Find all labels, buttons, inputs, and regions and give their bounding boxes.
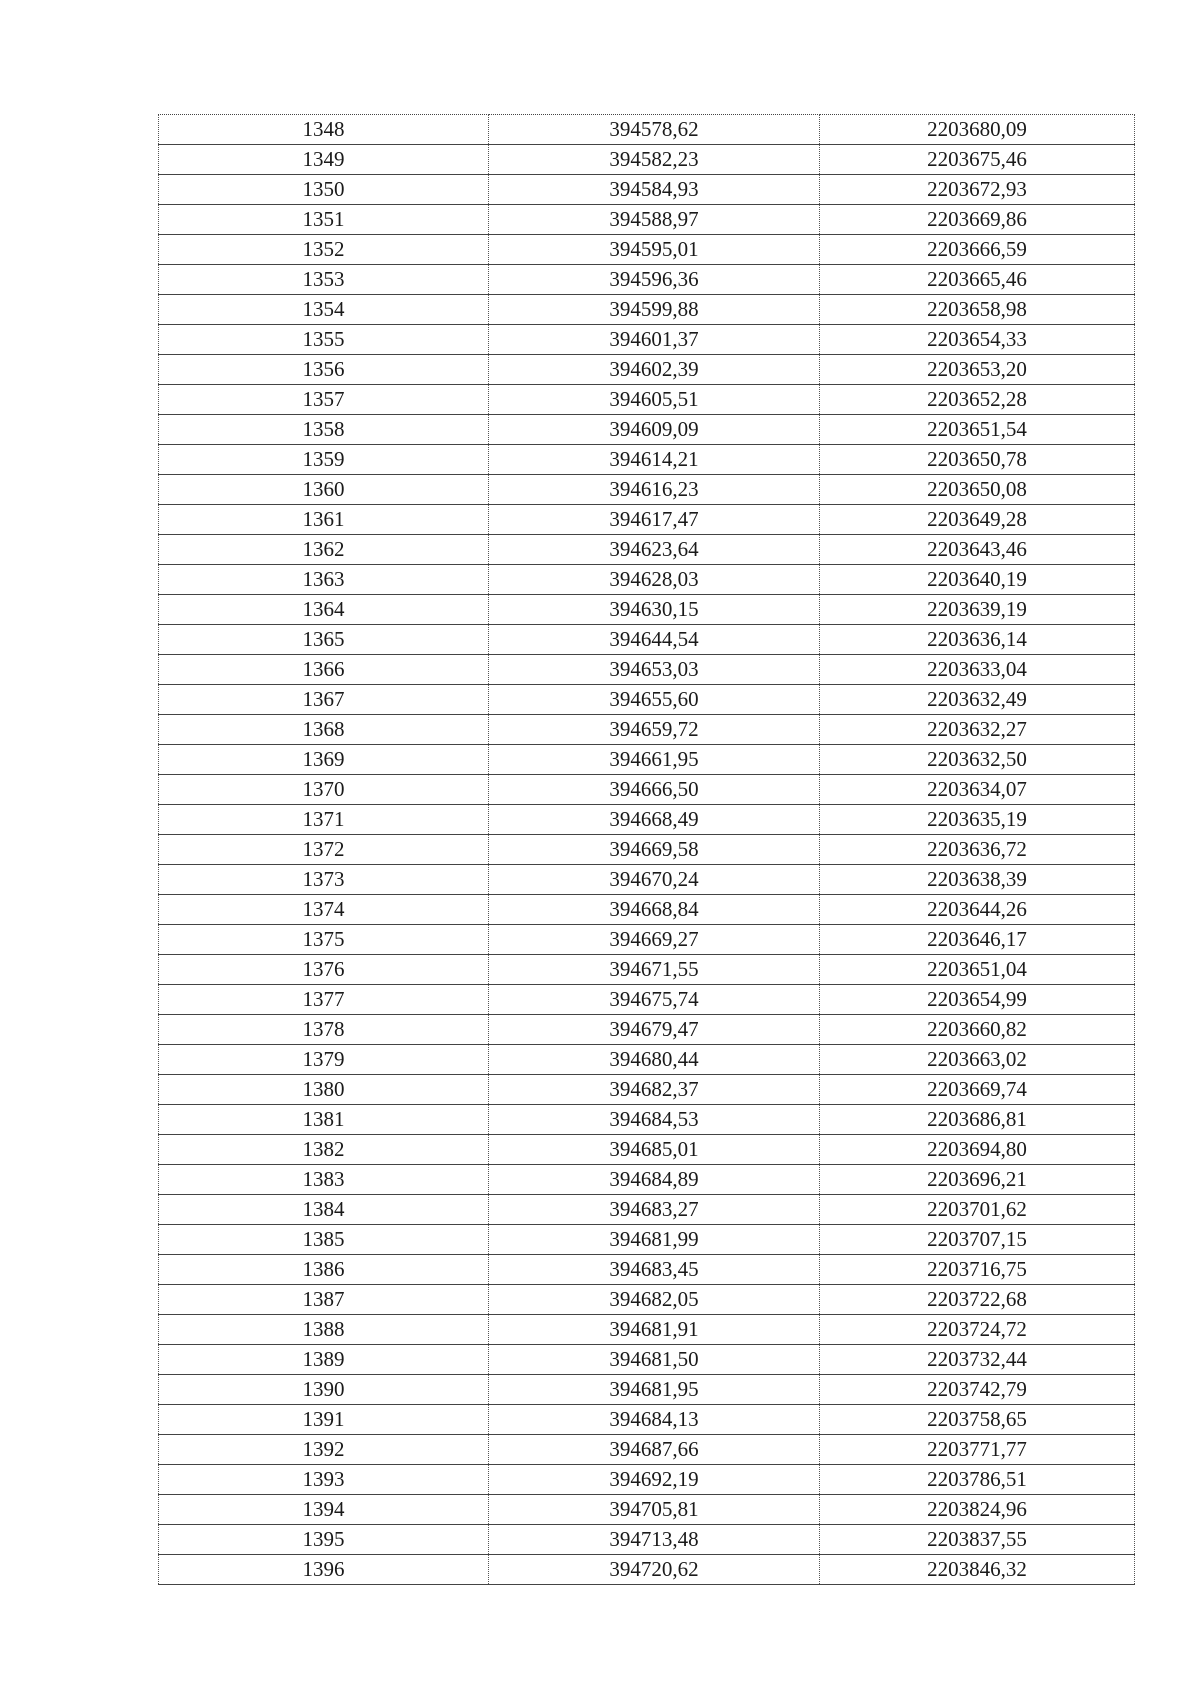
table-row <box>159 1495 1135 1525</box>
table-row <box>159 715 1135 745</box>
point-number-cell: 1350 <box>159 175 489 205</box>
table-row <box>159 865 1135 895</box>
x-coordinate-cell: 394596,36 <box>489 265 820 295</box>
table-row <box>159 145 1135 175</box>
y-coordinate-cell: 2203824,96 <box>820 1495 1135 1525</box>
x-coordinate-cell: 394670,24 <box>489 865 820 895</box>
table-row <box>159 175 1135 205</box>
point-number-cell: 1361 <box>159 505 489 535</box>
x-coordinate-cell: 394614,21 <box>489 445 820 475</box>
table-row <box>159 1285 1135 1315</box>
x-coordinate-cell: 394644,54 <box>489 625 820 655</box>
y-coordinate-cell: 2203646,17 <box>820 925 1135 955</box>
point-number-cell: 1380 <box>159 1075 489 1105</box>
x-coordinate-cell: 394588,97 <box>489 205 820 235</box>
point-number-cell: 1378 <box>159 1015 489 1045</box>
y-coordinate-cell: 2203724,72 <box>820 1315 1135 1345</box>
table-row <box>159 1165 1135 1195</box>
y-coordinate-cell: 2203651,04 <box>820 955 1135 985</box>
x-coordinate-cell: 394685,01 <box>489 1135 820 1165</box>
y-coordinate-cell: 2203658,98 <box>820 295 1135 325</box>
x-coordinate-cell: 394609,09 <box>489 415 820 445</box>
x-coordinate-cell: 394684,89 <box>489 1165 820 1195</box>
table-row <box>159 265 1135 295</box>
table-row <box>159 475 1135 505</box>
table-row <box>159 985 1135 1015</box>
table-row <box>159 1435 1135 1465</box>
y-coordinate-cell: 2203742,79 <box>820 1375 1135 1405</box>
point-number-cell: 1393 <box>159 1465 489 1495</box>
point-number-cell: 1384 <box>159 1195 489 1225</box>
table-row <box>159 1135 1135 1165</box>
y-coordinate-cell: 2203651,54 <box>820 415 1135 445</box>
table-row <box>159 355 1135 385</box>
table-row <box>159 1195 1135 1225</box>
point-number-cell: 1389 <box>159 1345 489 1375</box>
point-number-cell: 1359 <box>159 445 489 475</box>
y-coordinate-cell: 2203643,46 <box>820 535 1135 565</box>
table-row <box>159 1375 1135 1405</box>
point-number-cell: 1348 <box>159 115 489 145</box>
y-coordinate-cell: 2203632,27 <box>820 715 1135 745</box>
x-coordinate-cell: 394687,66 <box>489 1435 820 1465</box>
x-coordinate-cell: 394584,93 <box>489 175 820 205</box>
y-coordinate-cell: 2203694,80 <box>820 1135 1135 1165</box>
point-number-cell: 1372 <box>159 835 489 865</box>
point-number-cell: 1395 <box>159 1525 489 1555</box>
table-row <box>159 115 1135 145</box>
table-row <box>159 1045 1135 1075</box>
y-coordinate-cell: 2203732,44 <box>820 1345 1135 1375</box>
point-number-cell: 1388 <box>159 1315 489 1345</box>
x-coordinate-cell: 394669,58 <box>489 835 820 865</box>
point-number-cell: 1355 <box>159 325 489 355</box>
table-row <box>159 1555 1135 1585</box>
y-coordinate-cell: 2203771,77 <box>820 1435 1135 1465</box>
x-coordinate-cell: 394720,62 <box>489 1555 820 1585</box>
point-number-cell: 1387 <box>159 1285 489 1315</box>
point-number-cell: 1390 <box>159 1375 489 1405</box>
coordinates-table <box>158 114 1135 1585</box>
y-coordinate-cell: 2203758,65 <box>820 1405 1135 1435</box>
y-coordinate-cell: 2203635,19 <box>820 805 1135 835</box>
x-coordinate-cell: 394668,49 <box>489 805 820 835</box>
x-coordinate-cell: 394692,19 <box>489 1465 820 1495</box>
x-coordinate-cell: 394653,03 <box>489 655 820 685</box>
table-row <box>159 535 1135 565</box>
point-number-cell: 1370 <box>159 775 489 805</box>
x-coordinate-cell: 394628,03 <box>489 565 820 595</box>
point-number-cell: 1353 <box>159 265 489 295</box>
table-row <box>159 1105 1135 1135</box>
y-coordinate-cell: 2203696,21 <box>820 1165 1135 1195</box>
x-coordinate-cell: 394675,74 <box>489 985 820 1015</box>
y-coordinate-cell: 2203652,28 <box>820 385 1135 415</box>
point-number-cell: 1356 <box>159 355 489 385</box>
x-coordinate-cell: 394602,39 <box>489 355 820 385</box>
y-coordinate-cell: 2203653,20 <box>820 355 1135 385</box>
x-coordinate-cell: 394669,27 <box>489 925 820 955</box>
y-coordinate-cell: 2203663,02 <box>820 1045 1135 1075</box>
y-coordinate-cell: 2203722,68 <box>820 1285 1135 1315</box>
y-coordinate-cell: 2203846,32 <box>820 1555 1135 1585</box>
x-coordinate-cell: 394681,50 <box>489 1345 820 1375</box>
table-row <box>159 625 1135 655</box>
x-coordinate-cell: 394671,55 <box>489 955 820 985</box>
x-coordinate-cell: 394595,01 <box>489 235 820 265</box>
x-coordinate-cell: 394578,62 <box>489 115 820 145</box>
point-number-cell: 1362 <box>159 535 489 565</box>
x-coordinate-cell: 394582,23 <box>489 145 820 175</box>
point-number-cell: 1386 <box>159 1255 489 1285</box>
point-number-cell: 1374 <box>159 895 489 925</box>
x-coordinate-cell: 394713,48 <box>489 1525 820 1555</box>
x-coordinate-cell: 394599,88 <box>489 295 820 325</box>
y-coordinate-cell: 2203638,39 <box>820 865 1135 895</box>
table-row <box>159 775 1135 805</box>
table-row <box>159 1315 1135 1345</box>
point-number-cell: 1392 <box>159 1435 489 1465</box>
x-coordinate-cell: 394681,99 <box>489 1225 820 1255</box>
y-coordinate-cell: 2203669,86 <box>820 205 1135 235</box>
y-coordinate-cell: 2203686,81 <box>820 1105 1135 1135</box>
x-coordinate-cell: 394623,64 <box>489 535 820 565</box>
table-row <box>159 1075 1135 1105</box>
x-coordinate-cell: 394668,84 <box>489 895 820 925</box>
y-coordinate-cell: 2203672,93 <box>820 175 1135 205</box>
table-row <box>159 595 1135 625</box>
point-number-cell: 1354 <box>159 295 489 325</box>
x-coordinate-cell: 394601,37 <box>489 325 820 355</box>
y-coordinate-cell: 2203639,19 <box>820 595 1135 625</box>
table-row <box>159 1405 1135 1435</box>
x-coordinate-cell: 394682,37 <box>489 1075 820 1105</box>
point-number-cell: 1373 <box>159 865 489 895</box>
table-row <box>159 1525 1135 1555</box>
y-coordinate-cell: 2203837,55 <box>820 1525 1135 1555</box>
table-row <box>159 1255 1135 1285</box>
y-coordinate-cell: 2203633,04 <box>820 655 1135 685</box>
x-coordinate-cell: 394680,44 <box>489 1045 820 1075</box>
y-coordinate-cell: 2203707,15 <box>820 1225 1135 1255</box>
table-row <box>159 235 1135 265</box>
point-number-cell: 1371 <box>159 805 489 835</box>
point-number-cell: 1349 <box>159 145 489 175</box>
table-row <box>159 655 1135 685</box>
point-number-cell: 1363 <box>159 565 489 595</box>
table-row <box>159 685 1135 715</box>
y-coordinate-cell: 2203632,49 <box>820 685 1135 715</box>
point-number-cell: 1385 <box>159 1225 489 1255</box>
point-number-cell: 1358 <box>159 415 489 445</box>
point-number-cell: 1352 <box>159 235 489 265</box>
y-coordinate-cell: 2203632,50 <box>820 745 1135 775</box>
y-coordinate-cell: 2203701,62 <box>820 1195 1135 1225</box>
point-number-cell: 1360 <box>159 475 489 505</box>
y-coordinate-cell: 2203669,74 <box>820 1075 1135 1105</box>
x-coordinate-cell: 394617,47 <box>489 505 820 535</box>
x-coordinate-cell: 394616,23 <box>489 475 820 505</box>
y-coordinate-cell: 2203716,75 <box>820 1255 1135 1285</box>
table-row <box>159 1465 1135 1495</box>
point-number-cell: 1379 <box>159 1045 489 1075</box>
y-coordinate-cell: 2203680,09 <box>820 115 1135 145</box>
point-number-cell: 1396 <box>159 1555 489 1585</box>
x-coordinate-cell: 394684,53 <box>489 1105 820 1135</box>
point-number-cell: 1375 <box>159 925 489 955</box>
table-row <box>159 1345 1135 1375</box>
y-coordinate-cell: 2203634,07 <box>820 775 1135 805</box>
point-number-cell: 1364 <box>159 595 489 625</box>
point-number-cell: 1351 <box>159 205 489 235</box>
y-coordinate-cell: 2203786,51 <box>820 1465 1135 1495</box>
x-coordinate-cell: 394661,95 <box>489 745 820 775</box>
y-coordinate-cell: 2203654,99 <box>820 985 1135 1015</box>
x-coordinate-cell: 394630,15 <box>489 595 820 625</box>
y-coordinate-cell: 2203636,14 <box>820 625 1135 655</box>
table-row <box>159 925 1135 955</box>
table-row <box>159 505 1135 535</box>
table-row <box>159 565 1135 595</box>
table-row <box>159 805 1135 835</box>
x-coordinate-cell: 394684,13 <box>489 1405 820 1435</box>
y-coordinate-cell: 2203636,72 <box>820 835 1135 865</box>
point-number-cell: 1368 <box>159 715 489 745</box>
table-row <box>159 955 1135 985</box>
x-coordinate-cell: 394683,27 <box>489 1195 820 1225</box>
coordinates-table-body <box>159 115 1135 1585</box>
point-number-cell: 1377 <box>159 985 489 1015</box>
y-coordinate-cell: 2203650,78 <box>820 445 1135 475</box>
x-coordinate-cell: 394682,05 <box>489 1285 820 1315</box>
x-coordinate-cell: 394681,91 <box>489 1315 820 1345</box>
y-coordinate-cell: 2203649,28 <box>820 505 1135 535</box>
x-coordinate-cell: 394605,51 <box>489 385 820 415</box>
table-row <box>159 1015 1135 1045</box>
table-row <box>159 835 1135 865</box>
point-number-cell: 1381 <box>159 1105 489 1135</box>
y-coordinate-cell: 2203644,26 <box>820 895 1135 925</box>
x-coordinate-cell: 394681,95 <box>489 1375 820 1405</box>
table-row <box>159 445 1135 475</box>
point-number-cell: 1369 <box>159 745 489 775</box>
y-coordinate-cell: 2203640,19 <box>820 565 1135 595</box>
table-row <box>159 415 1135 445</box>
y-coordinate-cell: 2203654,33 <box>820 325 1135 355</box>
table-row <box>159 325 1135 355</box>
y-coordinate-cell: 2203660,82 <box>820 1015 1135 1045</box>
x-coordinate-cell: 394659,72 <box>489 715 820 745</box>
y-coordinate-cell: 2203650,08 <box>820 475 1135 505</box>
y-coordinate-cell: 2203665,46 <box>820 265 1135 295</box>
point-number-cell: 1367 <box>159 685 489 715</box>
x-coordinate-cell: 394666,50 <box>489 775 820 805</box>
point-number-cell: 1383 <box>159 1165 489 1195</box>
y-coordinate-cell: 2203675,46 <box>820 145 1135 175</box>
y-coordinate-cell: 2203666,59 <box>820 235 1135 265</box>
point-number-cell: 1357 <box>159 385 489 415</box>
table-row <box>159 295 1135 325</box>
point-number-cell: 1394 <box>159 1495 489 1525</box>
point-number-cell: 1376 <box>159 955 489 985</box>
point-number-cell: 1365 <box>159 625 489 655</box>
table-row <box>159 745 1135 775</box>
x-coordinate-cell: 394655,60 <box>489 685 820 715</box>
table-row <box>159 385 1135 415</box>
table-row <box>159 205 1135 235</box>
table-row <box>159 1225 1135 1255</box>
point-number-cell: 1382 <box>159 1135 489 1165</box>
point-number-cell: 1391 <box>159 1405 489 1435</box>
x-coordinate-cell: 394679,47 <box>489 1015 820 1045</box>
x-coordinate-cell: 394683,45 <box>489 1255 820 1285</box>
x-coordinate-cell: 394705,81 <box>489 1495 820 1525</box>
point-number-cell: 1366 <box>159 655 489 685</box>
table-row <box>159 895 1135 925</box>
